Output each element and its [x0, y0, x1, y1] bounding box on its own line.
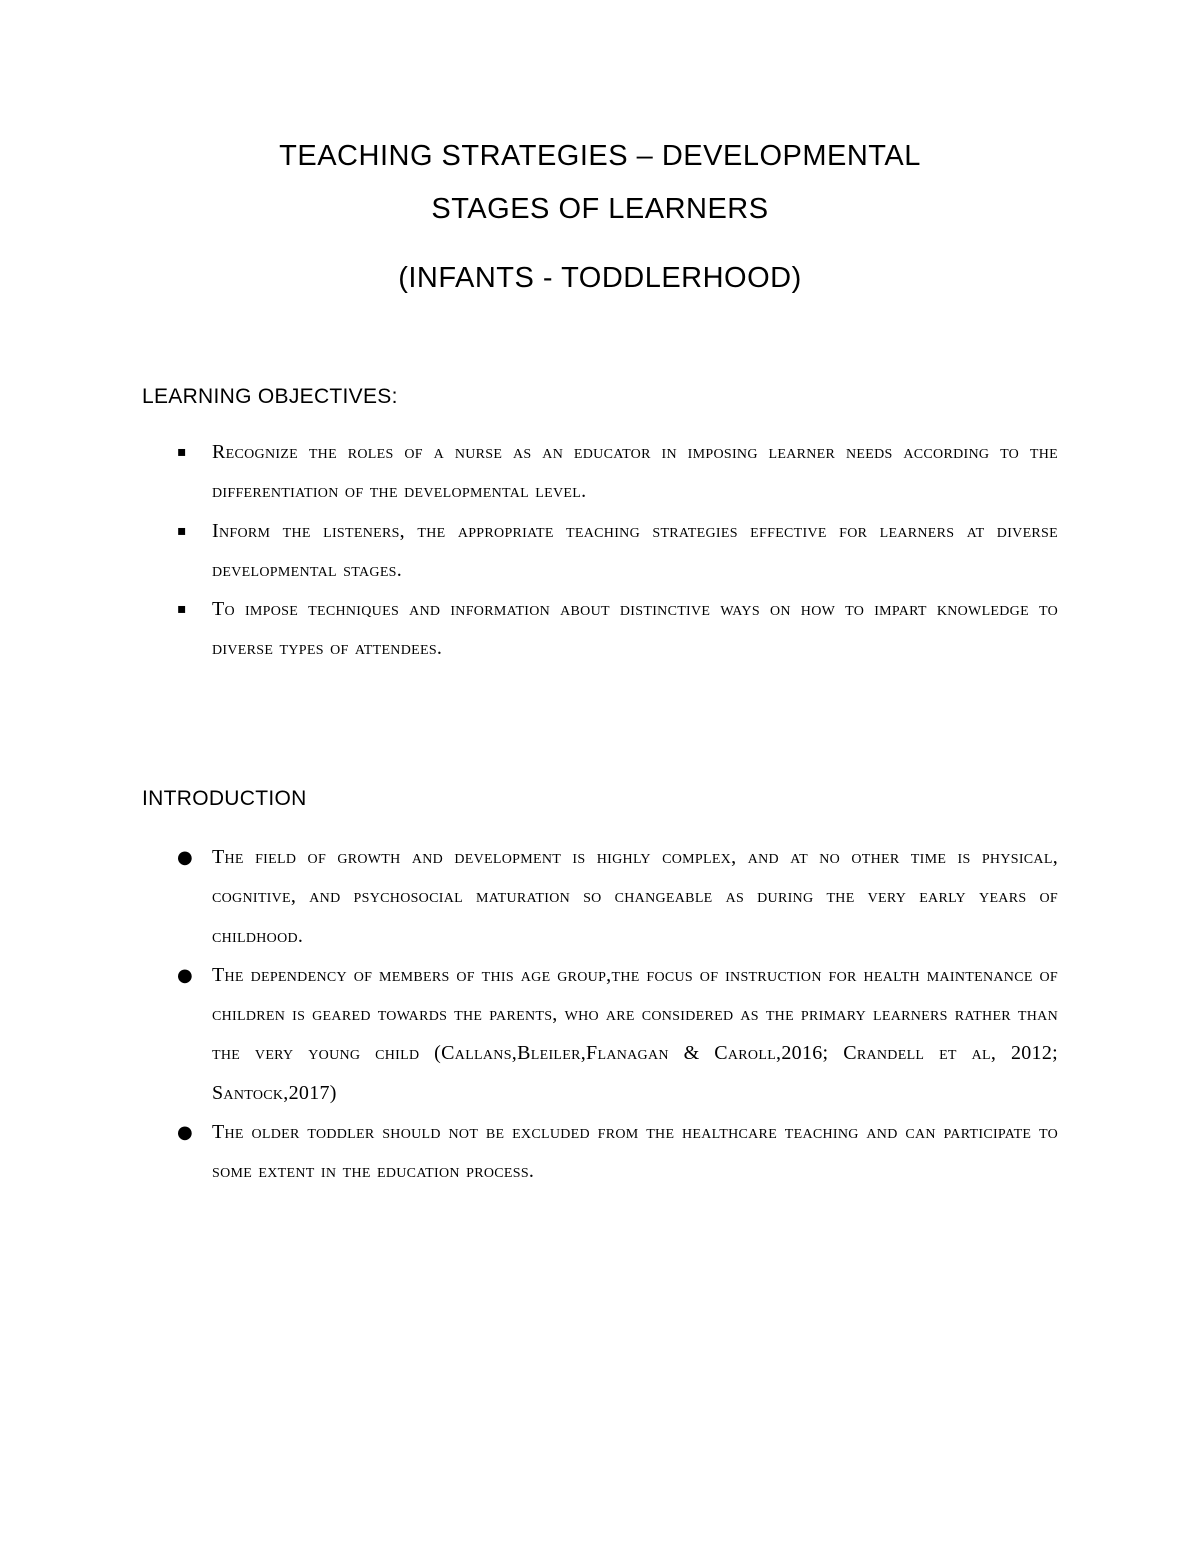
- list-item: [142, 956, 1058, 1113]
- list-item: [142, 433, 1058, 512]
- list-item-text: The field of growth and development is highly complex, and at no other time is physical, cognitive, and psychosocial maturation so changeable as during the very early years of childhood.: [212, 846, 1058, 947]
- list-item-text: The older toddler should not be excluded from the healthcare teaching and can participate to some extent in the education process.: [212, 1121, 1058, 1183]
- document-title-line-2: STAGES OF LEARNERS: [431, 193, 769, 225]
- list-item: [142, 838, 1058, 956]
- objectives-list: [142, 433, 1058, 669]
- introduction-heading: INTRODUCTION: [142, 787, 307, 810]
- list-item-text: The dependency of members of this age group,the focus of instruction for health maintenance of children is geared towards the parents, who are considered as the primary learners rather than the very young child (Callans,Bleiler,Flanagan & Caroll,2016; Crandell et al, 2012; Santock,2017): [212, 963, 1058, 1104]
- list-item: [142, 1113, 1058, 1192]
- square-bullet-icon: ▪: [177, 601, 187, 618]
- document-title-line-1: TEACHING STRATEGIES – DEVELOPMENTAL: [279, 140, 921, 172]
- square-bullet-icon: ▪: [177, 522, 187, 539]
- round-bullet-icon: ●: [177, 1122, 194, 1144]
- objectives-heading: LEARNING OBJECTIVES:: [142, 385, 398, 408]
- list-item: [142, 590, 1058, 669]
- list-item-text: Inform the listeners, the appropriate teaching strategies effective for learners at diverse developmental stages.: [212, 519, 1058, 581]
- square-bullet-icon: ▪: [177, 444, 187, 460]
- list-item: [142, 512, 1058, 591]
- list-item-text: To impose techniques and information about distinctive ways on how to impart knowledge to diverse types of attendees.: [212, 598, 1058, 660]
- round-bullet-icon: ●: [177, 847, 194, 868]
- introduction-list: [142, 838, 1058, 1192]
- round-bullet-icon: ●: [177, 964, 194, 986]
- document-subtitle: (INFANTS - TODDLERHOOD): [398, 262, 802, 294]
- list-item-text: Recognize the roles of a nurse as an educator in imposing learner needs according to the differentiation of the developmental level.: [212, 441, 1058, 503]
